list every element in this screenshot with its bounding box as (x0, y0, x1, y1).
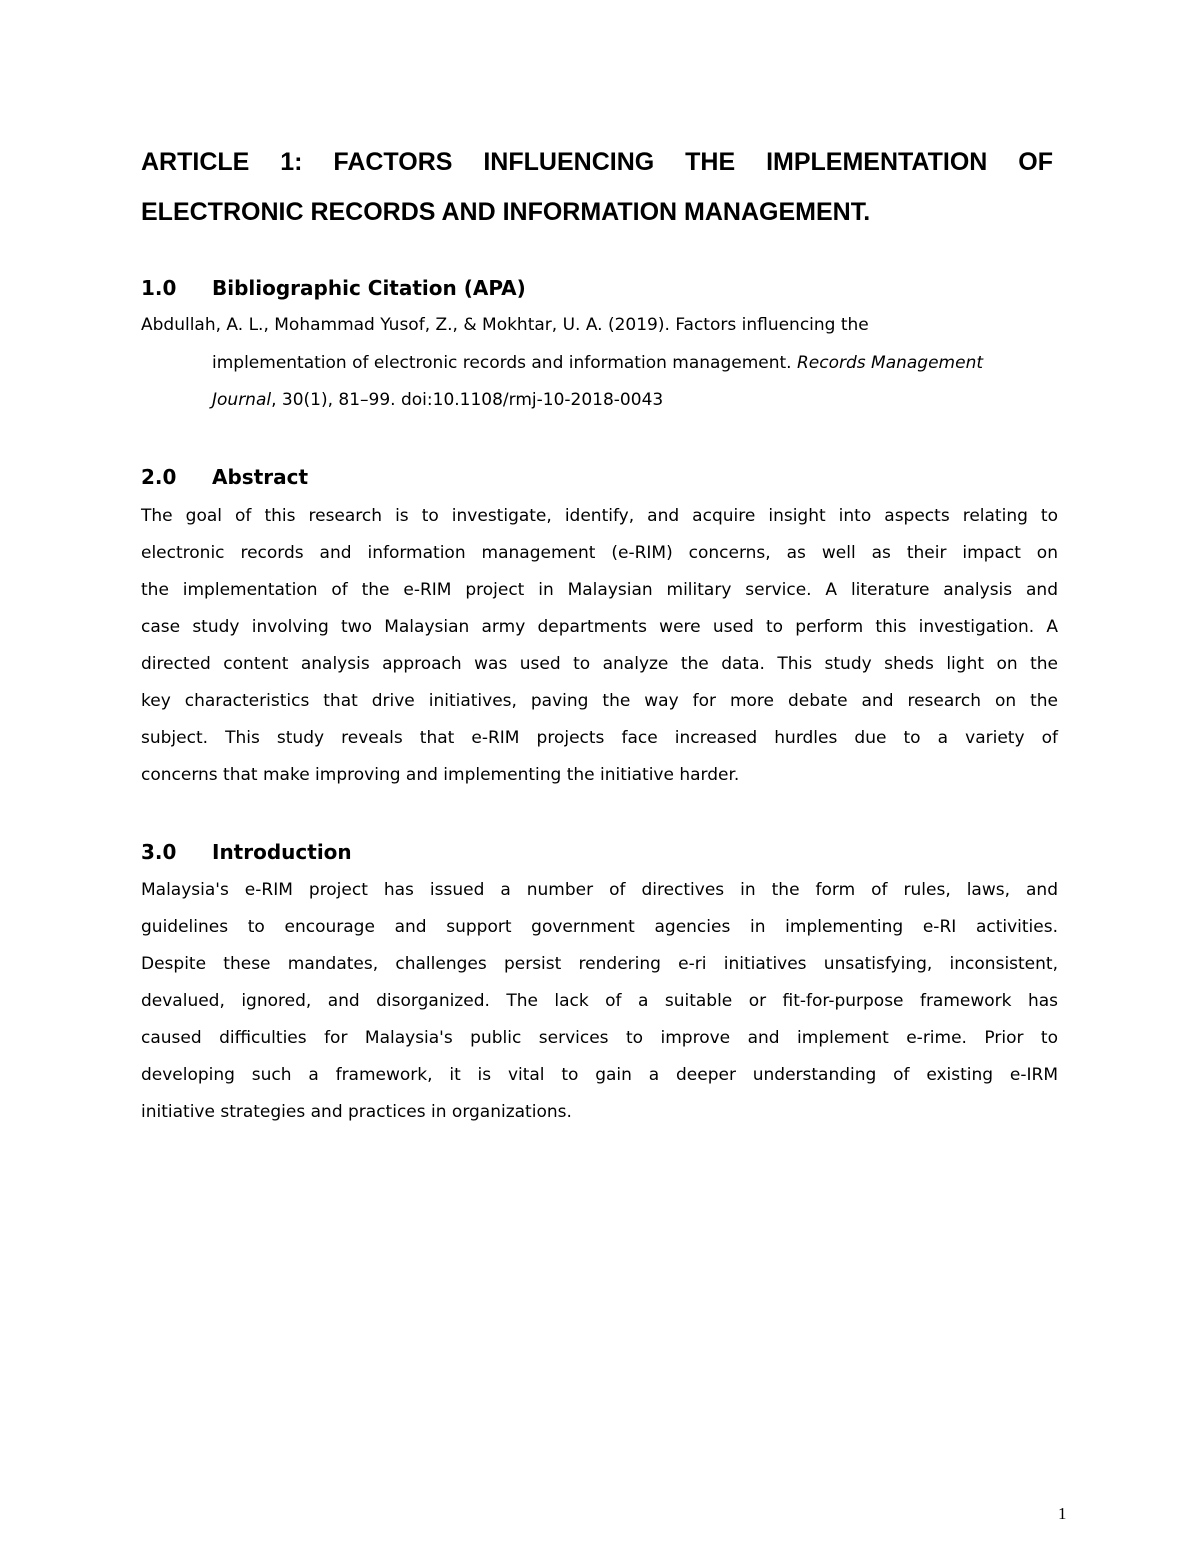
citation-journal-name-cont: Journal (212, 390, 272, 410)
article-title (141, 137, 1053, 237)
citation-line-3 (141, 382, 1071, 420)
section-heading-abstract (141, 464, 308, 490)
article-title-line-2: ELECTRONIC RECORDS AND INFORMATION MANAGEMENT. (141, 198, 871, 226)
paragraph-line: The goal of this research is to investigate, identify, and acquire insight into aspects relating to (141, 506, 1058, 526)
article-title-line-1: ARTICLE 1: FACTORS INFLUENCING THE IMPLEMENTATION OF (141, 148, 1053, 176)
citation-line-2 (141, 345, 1071, 383)
citation-line-1: Abdullah, A. L., Mohammad Yusof, Z., & Mokhtar, U. A. (2019). Factors influencing the (141, 315, 869, 335)
citation-journal-name: Records Management (796, 352, 984, 373)
section-number: 1.0 (141, 276, 177, 300)
citation-volume-doi: , 30(1), 81–99. doi:10.1108/rmj-10-2018-0043 (271, 390, 664, 410)
citation-line-2-text: implementation of electronic records and information management. (212, 352, 797, 373)
paragraph-line: devalued, ignored, and disorganized. The lack of a suitable or fit-for-purpose framework has (141, 991, 1058, 1011)
paragraph-line: initiative strategies and practices in organizations. (141, 1102, 572, 1122)
paragraph-line: developing such a framework, it is vital to gain a deeper understanding of existing e-IRM (141, 1065, 1058, 1085)
section-heading-introduction (141, 839, 352, 865)
introduction-paragraph (141, 872, 1058, 1131)
paragraph-line: electronic records and information management (e-RIM) concerns, as well as their impact on (141, 543, 1058, 563)
abstract-paragraph (141, 498, 1058, 794)
paragraph-line: case study involving two Malaysian army departments were used to perform this investigation. A (141, 617, 1058, 637)
section-heading-citation (141, 275, 526, 301)
section-title: Bibliographic Citation (APA) (212, 276, 526, 300)
paragraph-line: directed content analysis approach was used to analyze the data. This study sheds light on the (141, 654, 1058, 674)
paragraph-line: key characteristics that drive initiatives, paving the way for more debate and research on the (141, 691, 1058, 711)
paragraph-line: caused difficulties for Malaysia's public services to improve and implement e-rime. Prior to (141, 1028, 1058, 1048)
paragraph-line: Despite these mandates, challenges persist rendering e-ri initiatives unsatisfying, inconsistent, (141, 954, 1058, 974)
paragraph-line: Malaysia's e-RIM project has issued a number of directives in the form of rules, laws, and (141, 880, 1058, 900)
paragraph-line: guidelines to encourage and support government agencies in implementing e-RI activities. (141, 917, 1058, 937)
section-number: 3.0 (141, 840, 177, 864)
paragraph-line: subject. This study reveals that e-RIM projects face increased hurdles due to a variety of (141, 728, 1058, 748)
section-title: Introduction (212, 840, 352, 864)
bibliographic-citation (141, 307, 1071, 420)
section-title: Abstract (212, 465, 309, 489)
paragraph-line: the implementation of the e-RIM project in Malaysian military service. A literature analysis and (141, 580, 1058, 600)
section-number: 2.0 (141, 465, 177, 489)
page-number: 1 (1058, 1504, 1067, 1523)
paragraph-line: concerns that make improving and implementing the initiative harder. (141, 765, 740, 785)
